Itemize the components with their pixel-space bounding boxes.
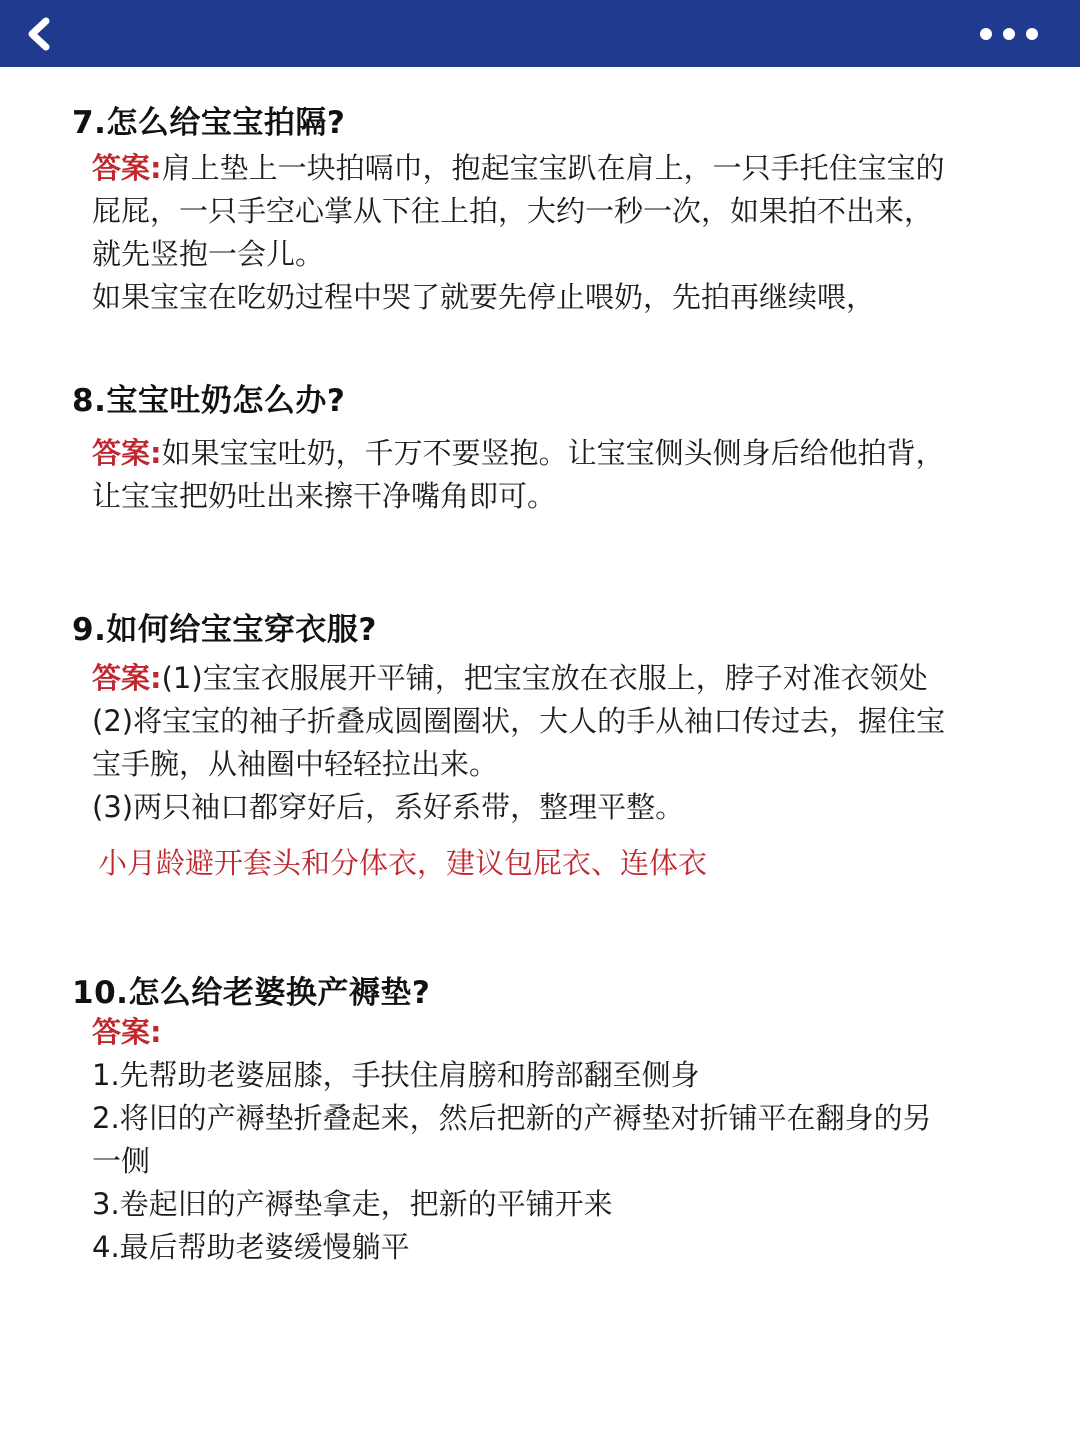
more-dots-icon	[974, 18, 1044, 50]
answer-label: 答案:	[92, 1015, 162, 1049]
answer-paragraph: 如果宝宝在吃奶过程中哭了就要先停止喂奶，先拍再继续喂，	[92, 280, 876, 314]
answer-paragraph	[92, 147, 952, 276]
answer-step: 1.先帮助老婆屈膝，手扶住肩膀和胯部翻至侧身	[92, 1058, 700, 1092]
answer-paragraph	[92, 432, 952, 518]
answer-step: 3.卷起旧的产褥垫拿走，把新的平铺开来	[92, 1187, 613, 1221]
answer-label: 答案:	[92, 151, 162, 185]
answer-block	[92, 432, 952, 518]
answer-text: 肩上垫上一块拍嗝巾，抱起宝宝趴在肩上，一只手托住宝宝的屁屁，一只手空心掌从下往上拍，大约一秒一次，如果拍不出来，就先竖抱一会儿。	[92, 151, 945, 271]
answer-paragraph	[92, 657, 952, 786]
question-heading: 8.宝宝吐奶怎么办?	[72, 383, 346, 419]
answer-block	[92, 1011, 952, 1269]
back-button[interactable]	[18, 12, 62, 56]
question-heading: 10.怎么给老婆换产褥垫?	[72, 975, 431, 1011]
more-options-button[interactable]	[974, 18, 1044, 50]
answer-block	[92, 657, 952, 829]
tip-note: 小月龄避开套头和分体衣，建议包屁衣、连体衣	[98, 846, 708, 880]
answer-label: 答案:	[92, 436, 162, 470]
chevron-left-icon	[18, 12, 62, 56]
question-heading: 7.怎么给宝宝拍隔?	[72, 105, 346, 141]
top-bar	[0, 0, 1080, 67]
article-content	[0, 67, 1080, 1440]
answer-label: 答案:	[92, 661, 162, 695]
question-heading: 9.如何给宝宝穿衣服?	[72, 612, 377, 648]
answer-step: 2.将旧的产褥垫折叠起来，然后把新的产褥垫对折铺平在翻身的另一侧	[92, 1101, 932, 1178]
answer-paragraph: (3)两只袖口都穿好后，系好系带，整理平整。	[92, 790, 685, 824]
answer-step: 4.最后帮助老婆缓慢躺平	[92, 1230, 410, 1264]
answer-text: 如果宝宝吐奶，千万不要竖抱。让宝宝侧头侧身后给他拍背，让宝宝把奶吐出来擦干净嘴角即可。	[92, 436, 945, 513]
answer-block	[92, 147, 952, 319]
answer-text: (1)宝宝衣服展开平铺，把宝宝放在衣服上，脖子对准衣领处(2)将宝宝的袖子折叠成圆圈圈状，大人的手从袖口传过去，握住宝宝手腕，从袖圈中轻轻拉出来。	[92, 661, 946, 781]
